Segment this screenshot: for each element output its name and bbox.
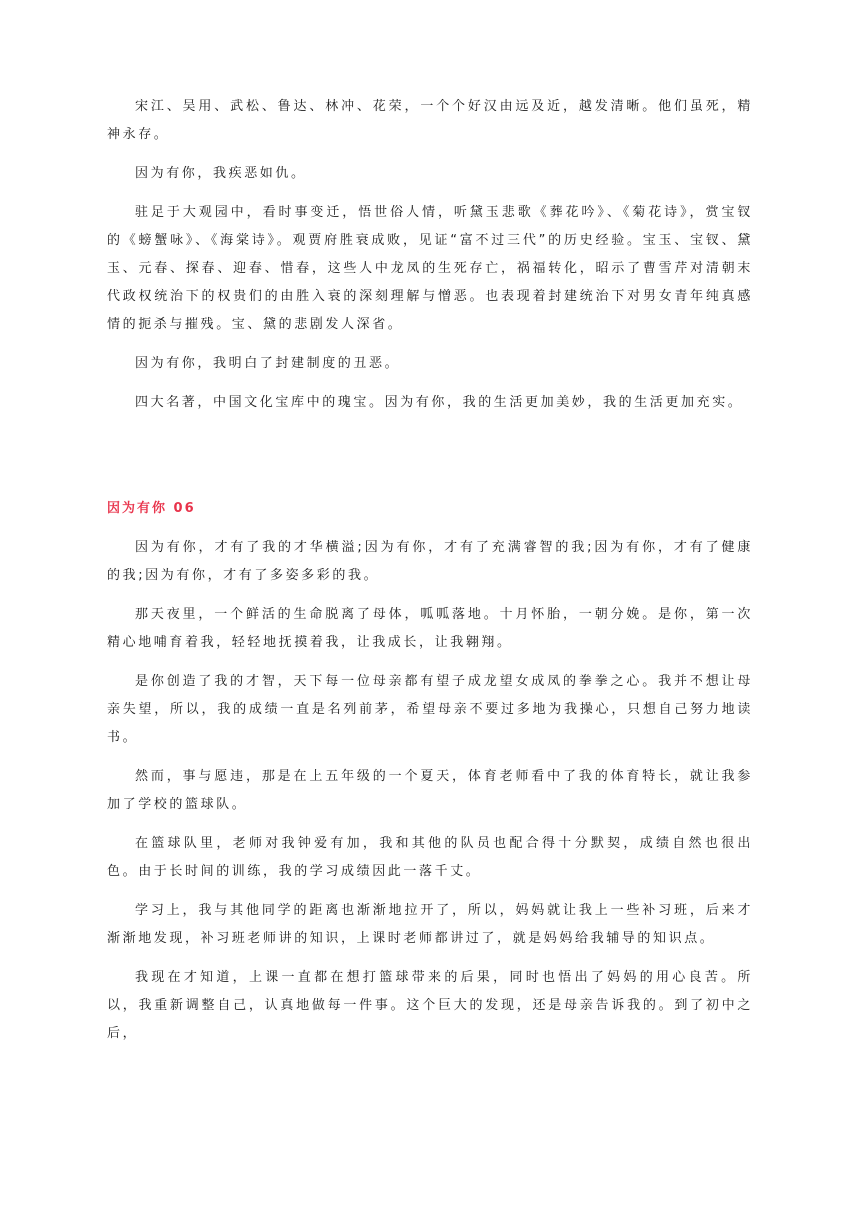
paragraph: 是你创造了我的才智，天下每一位母亲都有望子成龙望女成凤的拳拳之心。我并不想让母亲失望，所以，我的成绩一直是名列前茅，希望母亲不要过多地为我操心，只想自己努力地读书。 bbox=[107, 674, 753, 745]
paragraph: 驻足于大观园中，看时事变迁，悟世俗人情，听黛玉悲歌《葬花吟》、《菊花诗》，赏宝钗的《螃蟹咏》、《海棠诗》。观贾府胜衰成败，见证“富不过三代”的历史经验。宝玉、宝钗、黛玉、元春、探春、迎春、惜春，这些人中龙凤的生死存亡，祸福转化，昭示了曹雪芹对清朝末代政权统治下的权贵们的由胜入衰的深刻理解与憎恶。也表现着封建统治下对男女青年纯真感情的扼杀与摧残。宝、黛的悲剧发人深省。 bbox=[107, 205, 753, 332]
paragraph: 学习上，我与其他同学的距离也渐渐地拉开了，所以，妈妈就让我上一些补习班，后来才渐渐地发现，补习班老师讲的知识，上课时老师都讲过了，就是妈妈给我辅导的知识点。 bbox=[107, 903, 753, 946]
section-heading: 因为有你 06 bbox=[107, 501, 196, 516]
paragraph: 因为有你，我疾恶如仇。 bbox=[135, 166, 307, 181]
paragraph: 四大名著，中国文化宝库中的瑰宝。因为有你，我的生活更加美妙，我的生活更加充实。 bbox=[135, 395, 744, 410]
essay-section-06 bbox=[107, 495, 753, 1048]
paragraph: 我现在才知道，上课一直都在想打篮球带来的后果，同时也悟出了妈妈的用心良苦。所以，我重新调整自己，认真地做每一件事。这个巨大的发现，还是母亲告诉我的。到了初中之后， bbox=[107, 970, 753, 1041]
paragraph: 因为有你，我明白了封建制度的丑恶。 bbox=[135, 356, 401, 371]
paragraph: 在篮球队里，老师对我钟爱有加，我和其他的队员也配合得十分默契，成绩自然也很出色。由于长时间的训练，我的学习成绩因此一落千丈。 bbox=[107, 836, 753, 879]
paragraph: 因为有你，才有了我的才华横溢;因为有你，才有了充满睿智的我;因为有你，才有了健康的我;因为有你，才有了多姿多彩的我。 bbox=[107, 540, 753, 583]
paragraph: 宋江、吴用、武松、鲁达、林冲、花荣，一个个好汉由远及近，越发清晰。他们虽死，精神永存。 bbox=[107, 99, 753, 142]
paragraph: 然而，事与愿违，那是在上五年级的一个夏天，体育老师看中了我的体育特长，就让我参加了学校的篮球队。 bbox=[107, 769, 753, 812]
essay-section-continued bbox=[107, 93, 753, 417]
paragraph: 那天夜里，一个鲜活的生命脱离了母体，呱呱落地。十月怀胎，一朝分娩。是你，第一次精心地哺育着我，轻轻地抚摸着我，让我成长，让我翱翔。 bbox=[107, 607, 753, 650]
